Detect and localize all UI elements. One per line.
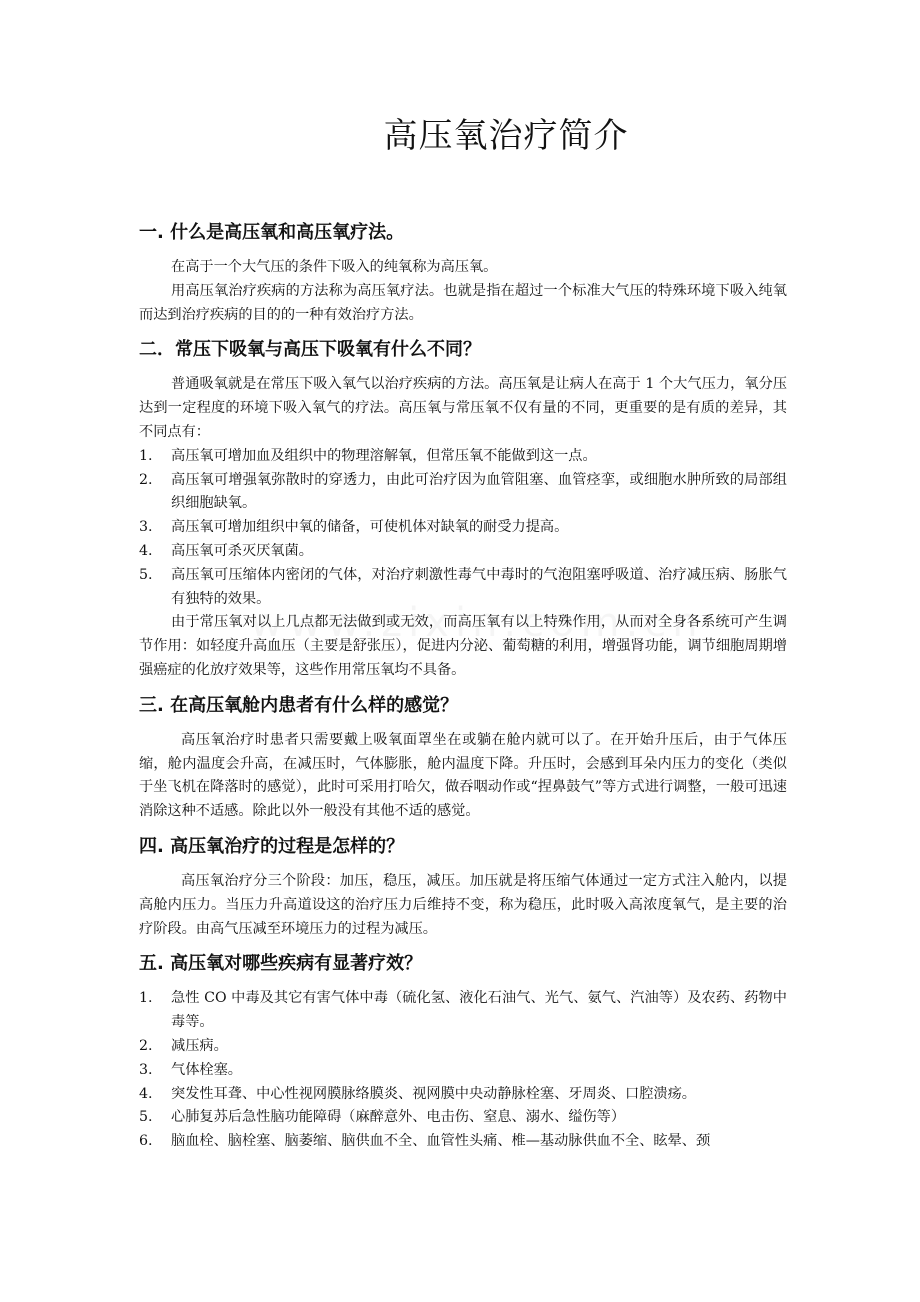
section-heading: 四. 高压氧治疗的过程是怎样的？: [139, 835, 405, 857]
list-number: 3.: [139, 519, 153, 536]
list-text: 高压氧可增加组织中氧的储备，可使机体对缺氧的耐受力提高。: [171, 519, 569, 536]
section-3: [139, 691, 787, 824]
list-number: 1.: [139, 447, 153, 464]
section-heading: 三. 在高压氧舱内患者有什么样的感觉？: [139, 694, 459, 716]
document-body: [139, 218, 787, 1154]
section-1: [139, 218, 787, 327]
list-item: [139, 564, 787, 612]
list-number: 3.: [139, 1061, 153, 1078]
list-number: 1.: [139, 990, 153, 1007]
section-2: [139, 335, 787, 682]
list-text: 急性 CO 中毒及其它有害气体中毒（硫化氢、液化石油气、光气、氨气、汽油等）及农药、药物中毒等。: [171, 990, 787, 1031]
list-number: 4.: [139, 1085, 153, 1102]
list-item: [139, 516, 787, 540]
list-number: 2.: [139, 471, 153, 488]
paragraph: 高压氧治疗时患者只需要戴上吸氧面罩坐在或躺在舱内就可以了。在开始升压后，由于气体压缩，舱内温度会升高，在减压时，气体膨胀，舱内温度下降。升压时，会感到耳朵内压力的变化（类似于坐飞机在降落时的感觉），此时可采用打哈欠，做吞咽动作或“捏鼻鼓气”等方式进行调整，一般可迅速消除这种不适感。除此以外一般没有其他不适的感觉。: [139, 731, 787, 820]
list-number: 5.: [139, 1109, 153, 1126]
page-title: 高压氧治疗简介: [383, 116, 629, 156]
list-item: [139, 469, 787, 517]
section-heading: 二．常压下吸氧与高压下吸氧有什么不同？: [139, 339, 481, 361]
list-number: 5.: [139, 566, 153, 583]
section-heading: 一. 什么是高压氧和高压氧疗法。: [139, 222, 405, 243]
list-item: [139, 1083, 787, 1107]
paragraph: 普通吸氧就是在常压下吸入氧气以治疗疾病的方法。高压氧是让病人在高于 1 个大气压力，氧分压达到一定程度的环境下吸入氧气的疗法。高压氧与常压氧不仅有量的不同，更重要的是有质的差异，其不同点有：: [139, 376, 787, 440]
paragraph: 用高压氧治疗疾病的方法称为高压氧疗法。也就是指在超过一个标准大气压的特殊环境下吸入纯氧而达到治疗疾病的目的的一种有效治疗方法。: [139, 282, 787, 323]
section-5: [139, 949, 787, 1154]
list-text: 心肺复苏后急性脑功能障碍（麻醉意外、电击伤、窒息、溺水、缢伤等）: [171, 1109, 626, 1126]
list-number: 4.: [139, 542, 153, 559]
section-heading: 五. 高压氧对哪些疾病有显著疗效？: [139, 953, 423, 975]
list-item: [139, 540, 787, 564]
list-item: [139, 1106, 787, 1130]
list-text: 高压氧可压缩体内密闭的气体，对治疗刺激性毒气中毒时的气泡阻塞呼吸道、治疗减压病、肠胀气有独特的效果。: [171, 566, 787, 607]
difference-list: [139, 445, 787, 612]
list-number: 6.: [139, 1133, 153, 1150]
list-item: [139, 987, 787, 1035]
list-item: [139, 445, 787, 469]
list-text: 减压病。: [171, 1037, 228, 1054]
section-4: [139, 832, 787, 941]
list-text: 高压氧可杀灭厌氧菌。: [171, 542, 313, 559]
list-text: 脑血栓、脑栓塞、脑萎缩、脑供血不全、血管性头痛、椎—基动脉供血不全、眩晕、颈: [171, 1133, 711, 1150]
indication-list: [139, 987, 787, 1154]
list-text: 气体栓塞。: [171, 1061, 242, 1078]
paragraph: 高压氧治疗分三个阶段：加压，稳压，减压。加压就是将压缩气体通过一定方式注入舱内，以提高舱内压力。当压力升高道设这的治疗压力后维持不变，称为稳压，此时吸入高浓度氧气，是主要的治疗阶段。由高气压减至环境压力的过程为减压。: [139, 872, 787, 937]
paragraph: 由于常压氧对以上几点都无法做到或无效，而高压氧有以上特殊作用，从而对全身各系统可产生调节作用：如轻度升高血压（主要是舒张压），促进内分泌、葡萄糖的利用，增强肾功能，调节细胞周期增强癌症的化放疗效果等，这些作用常压氧均不具备。: [139, 614, 787, 678]
list-text: 高压氧可增强氧弥散时的穿透力，由此可治疗因为血管阻塞、血管痉挛，或细胞水肿所致的局部组织细胞缺氧。: [171, 471, 787, 512]
list-text: 突发性耳聋、中心性视网膜脉络膜炎、视网膜中央动静脉栓塞、牙周炎、口腔溃疡。: [171, 1085, 696, 1102]
list-number: 2.: [139, 1037, 153, 1054]
list-item: [139, 1035, 787, 1059]
list-item: [139, 1059, 787, 1083]
list-text: 高压氧可增加血及组织中的物理溶解氧，但常压氧不能做到这一点。: [171, 447, 597, 464]
list-item: [139, 1130, 787, 1154]
paragraph: 在高于一个大气压的条件下吸入的纯氧称为高压氧。: [171, 259, 498, 275]
